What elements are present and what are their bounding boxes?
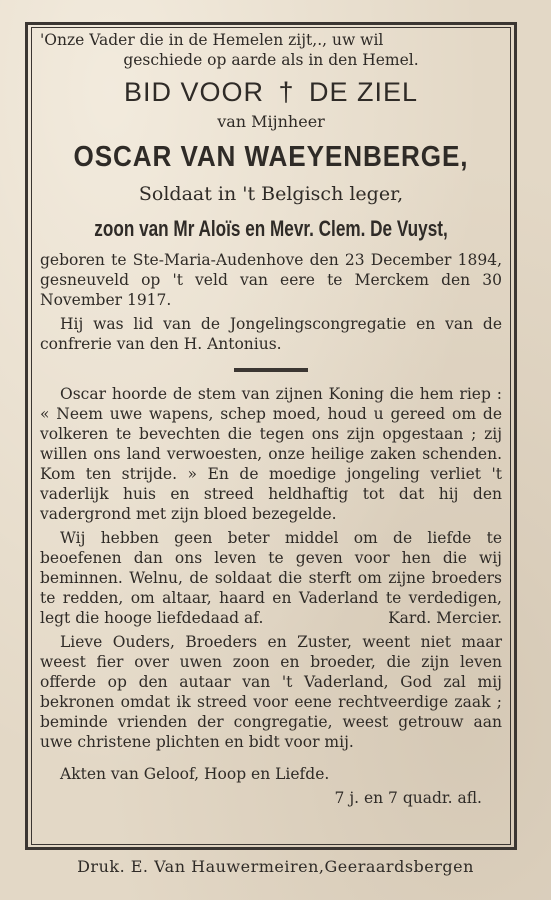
printer-imprint: Druk. E. Van Hauwermeiren,Geeraardsbergen [77, 857, 474, 876]
memorial-card-content [40, 30, 502, 808]
heading-pray-for-soul [40, 76, 502, 108]
parents-line: zoon van Mr Aloïs en Mevr. Clem. De Vuyst, [94, 216, 448, 241]
paragraph-mercier-quote [40, 528, 502, 628]
divider-rule [234, 368, 308, 372]
prayer-line-2: geschiede op aarde als in den Hemel. [123, 51, 419, 69]
indulgence-note: 7 j. en 7 quadr. afl. [334, 789, 482, 807]
mercier-quote-text: Wij hebben geen beter middel om de liefde te beoefenen dan ons leven te geven voor hen die wij beminnen. Welnu, de soldaat die sterft om zijne broeders te redden, om altaar, haard en Vaderland te verdedigen, legt die hooge liefdedaad af. [40, 529, 502, 627]
deceased-name: OSCAR VAN WAEYENBERGE, [73, 141, 469, 173]
paragraph-to-parents: Lieve Ouders, Broeders en Zuster, weent niet maar weest fier over uwen zoon en broeder, die zijn leven offerde op den autaar van 't Vaderland, God zal mij bekronen omdat ik streed voor eene rechtveerdige zaak ; beminde vrienden der congregatie, weest getrouw aan uwe christene plichten en bidt voor mij. [40, 633, 502, 751]
prayer-line-1: 'Onze Vader die in de Hemelen zijt,., uw wil [40, 31, 384, 49]
heading-left: BID VOOR [123, 77, 264, 107]
prayer-text [40, 30, 502, 70]
heading-right: DE ZIEL [309, 77, 419, 107]
cross-icon: † [278, 77, 295, 107]
van-mijnheer: van Mijnheer [217, 112, 325, 131]
mercier-author: Kard. Mercier. [388, 609, 502, 627]
membership-text: Hij was lid van de Jongelingscongregatie en van de confrerie van den H. Antonius. [40, 315, 502, 353]
acts-of-faith: Akten van Geloof, Hoop en Liefde. [60, 765, 330, 783]
paragraph-king-call: Oscar hoorde de stem van zijnen Koning die hem riep : « Neem uwe wapens, schep moed, houd u gereed om de volkeren te bevechten die tegen ons zijn opgestaan ; zij willen ons land verwoesten, onze heilige zaken schenden. Kom ten strijde. » En de moedige jongeling verliet 't vaderlijk huis en streed heldhaftig tot dat hij den vadergrond met zijn bloed bezegelde. [40, 385, 502, 523]
birth-death-text: geboren te Ste-Maria-Audenhove den 23 December 1894, gesneuveld op 't veld van eere te Merckem den 30 November 1917. [40, 251, 502, 309]
military-rank: Soldaat in 't Belgisch leger, [138, 183, 404, 205]
